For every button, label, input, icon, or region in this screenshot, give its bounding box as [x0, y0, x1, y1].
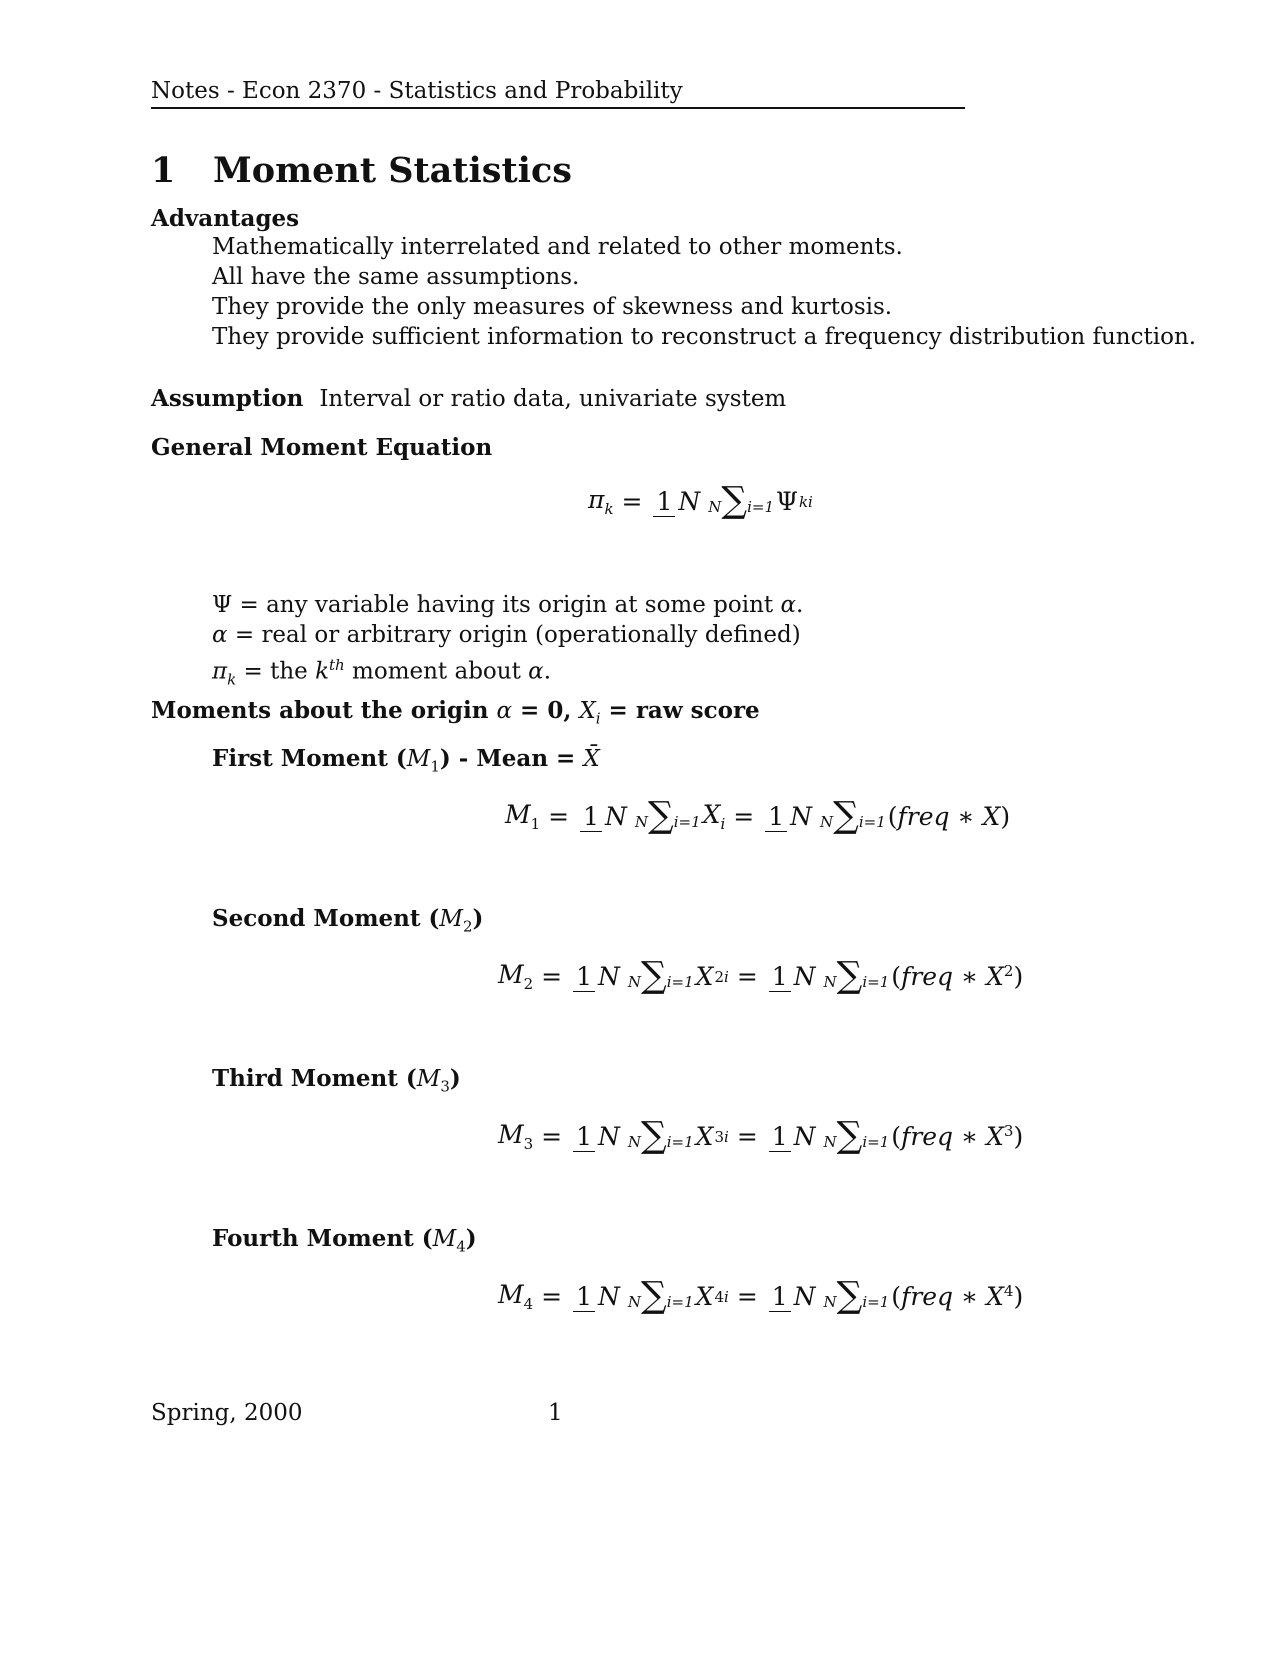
advantage-item: Mathematically interrelated and related to other moments.: [212, 234, 903, 260]
eq-fraction: 1 N: [653, 487, 703, 517]
origin-heading: Moments about the origin α = 0, $X_i$ = raw score: [151, 697, 760, 728]
definition-psi: Ψ = any variable having its origin at some point α.: [212, 592, 804, 618]
assumption-heading: Assumption: [151, 385, 304, 412]
first-moment-equation: $M_1$ = 1 N N∑i=1 $X_i$ = 1 N N∑i=1 (freq ∗ X): [505, 795, 1011, 836]
sum-symbol: N∑i=1: [823, 1275, 890, 1316]
general-heading: General Moment Equation: [151, 434, 493, 461]
section-title: [151, 150, 572, 191]
advantages-heading: Advantages: [151, 205, 300, 232]
advantage-item: They provide the only measures of skewness and kurtosis.: [212, 294, 893, 320]
assumption-text: Interval or ratio data, univariate system: [319, 386, 787, 412]
footer-date: Spring, 2000: [151, 1400, 303, 1426]
sum-symbol: N∑i=1: [820, 795, 886, 836]
second-moment-equation: $M_2$ = 1 N N∑i=1 X 2i = 1 N N∑i=1 (freq ∗ $X^2$): [498, 955, 1024, 996]
third-moment-equation: $M_3$ = 1 N N∑i=1 X 3i = 1 N N∑i=1 (freq ∗ $X^3$): [498, 1115, 1024, 1156]
sum-symbol: N∑i=1: [634, 795, 701, 836]
definition-alpha: α = real or arbitrary origin (operationally defined): [212, 622, 801, 648]
sum-symbol: N∑i=1: [627, 955, 694, 996]
fourth-moment-label: Fourth Moment $(M_4)$: [212, 1225, 477, 1256]
section-title-text: Moment Statistics: [213, 150, 572, 191]
sum-symbol: N∑i=1: [823, 955, 890, 996]
sum-symbol: N∑i=1: [708, 480, 775, 521]
page-header: Notes - Econ 2370 - Statistics and Probability: [151, 78, 965, 109]
definition-pi-k: $\pi_k$ = the $k^{th}$ moment about α.: [212, 656, 551, 689]
assumption-row: [151, 385, 786, 412]
definitions-list: [212, 590, 803, 694]
eq-term: Ψ: [776, 487, 798, 516]
section-number: 1: [151, 150, 176, 191]
third-moment-label: Third Moment $(M_3)$: [212, 1065, 461, 1096]
first-moment-label: First Moment $(M_1)$ - Mean = X̄: [212, 745, 600, 776]
fourth-moment-equation: $M_4$ = 1 N N∑i=1 X 4i = 1 N N∑i=1 (freq ∗ $X^4$): [498, 1275, 1024, 1316]
advantage-item: All have the same assumptions.: [212, 264, 580, 290]
sum-symbol: N∑i=1: [627, 1275, 694, 1316]
general-moment-equation: $\pi_k$ = 1 N N∑i=1 Ψ ki: [588, 480, 813, 521]
eq-term-indices: ki: [798, 492, 813, 511]
advantage-item: They provide sufficient information to reconstruct a frequency distribution function.: [212, 324, 1197, 350]
advantages-list: [212, 232, 1196, 352]
sum-symbol: N∑i=1: [823, 1115, 890, 1156]
page-number: 1: [548, 1400, 563, 1426]
sum-symbol: N∑i=1: [627, 1115, 694, 1156]
second-moment-label: Second Moment $(M_2)$: [212, 905, 484, 936]
eq-lhs: $\pi_k$: [588, 485, 614, 518]
